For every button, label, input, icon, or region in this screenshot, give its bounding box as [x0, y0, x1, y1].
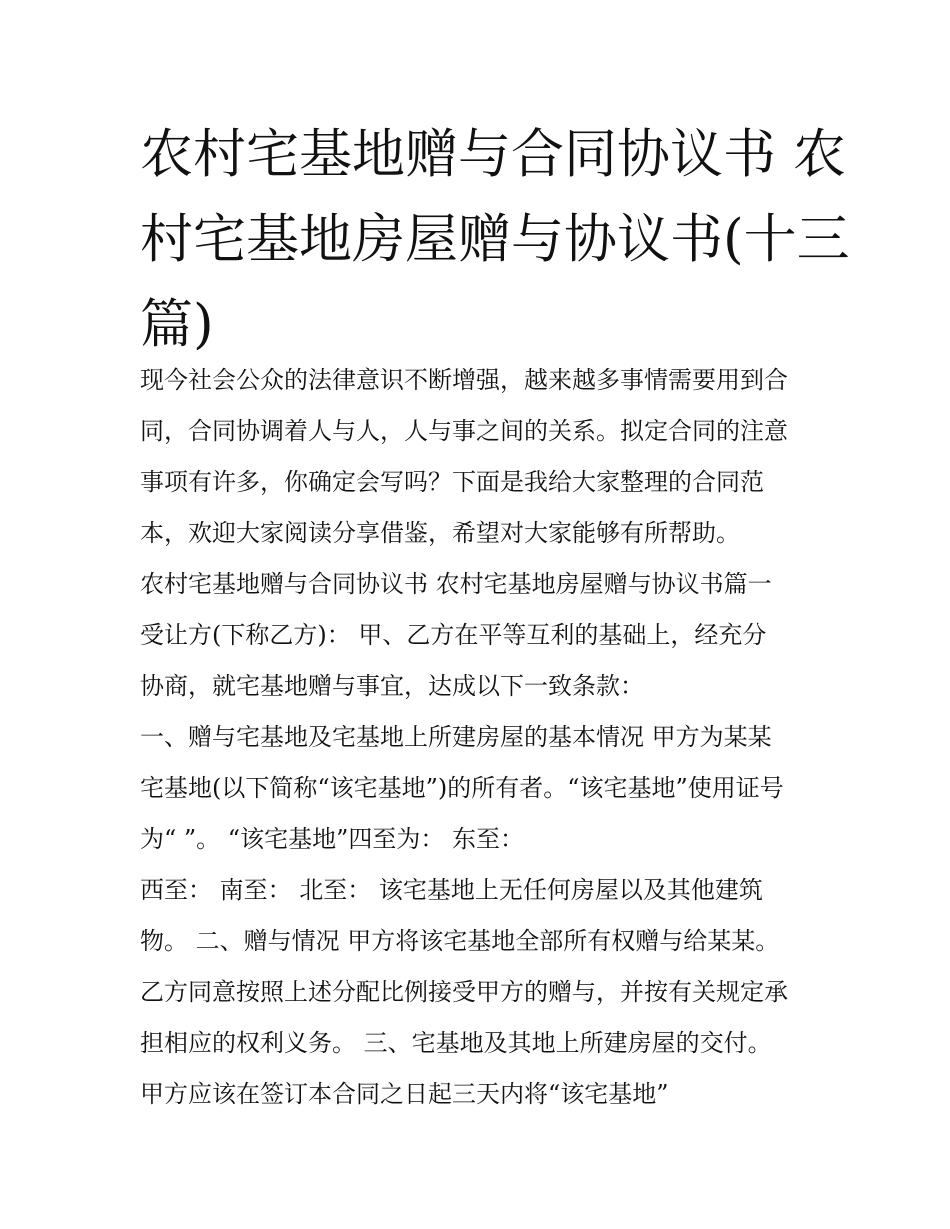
body-line: 协商，就宅基地赠与事宜，达成以下一致条款： [140, 672, 644, 700]
body-line: 本，欢迎大家阅读分享借鉴，希望对大家能够有所帮助。 [140, 519, 740, 547]
body-line: 事项有许多，你确定会写吗？下面是我给大家整理的合同范 [140, 468, 764, 496]
body-line: 一、赠与宅基地及宅基地上所建房屋的基本情况 甲方为某某 [140, 723, 772, 751]
body-line: 为“ ”。 “该宅基地”四至为： 东至： [140, 825, 524, 853]
body-line: 物。 二、赠与情况 甲方将该宅基地全部所有权赠与给某某。 [140, 927, 780, 955]
body-line: 农村宅基地赠与合同协议书 农村宅基地房屋赠与协议书篇一 [140, 570, 772, 598]
body-line: 担相应的权利义务。 三、宅基地及其地上所建房屋的交付。 [140, 1029, 772, 1057]
body-line: 乙方同意按照上述分配比例接受甲方的赠与，并按有关规定承 [140, 978, 788, 1006]
body-line: 受让方(下称乙方)： 甲、乙方在平等互利的基础上，经充分 [140, 621, 767, 649]
body-line: 甲方应该在签订本合同之日起三天内将“该宅基地” [140, 1080, 669, 1108]
document-title [140, 112, 850, 367]
body-line: 同，合同协调着人与人，人与事之间的关系。拟定合同的注意 [140, 417, 788, 445]
title-line: 篇) [140, 294, 214, 355]
document-body [140, 355, 830, 1120]
title-line: 农村宅基地赠与合同协议书 农 [140, 124, 846, 185]
body-line: 现今社会公众的法律意识不断增强，越来越多事情需要用到合 [140, 366, 788, 394]
body-line: 宅基地(以下简称“该宅基地”)的所有者。“该宅基地”使用证号 [140, 774, 784, 802]
body-line: 西至： 南至： 北至： 该宅基地上无任何房屋以及其他建筑 [140, 876, 763, 904]
title-line: 村宅基地房屋赠与协议书(十三 [140, 209, 850, 270]
